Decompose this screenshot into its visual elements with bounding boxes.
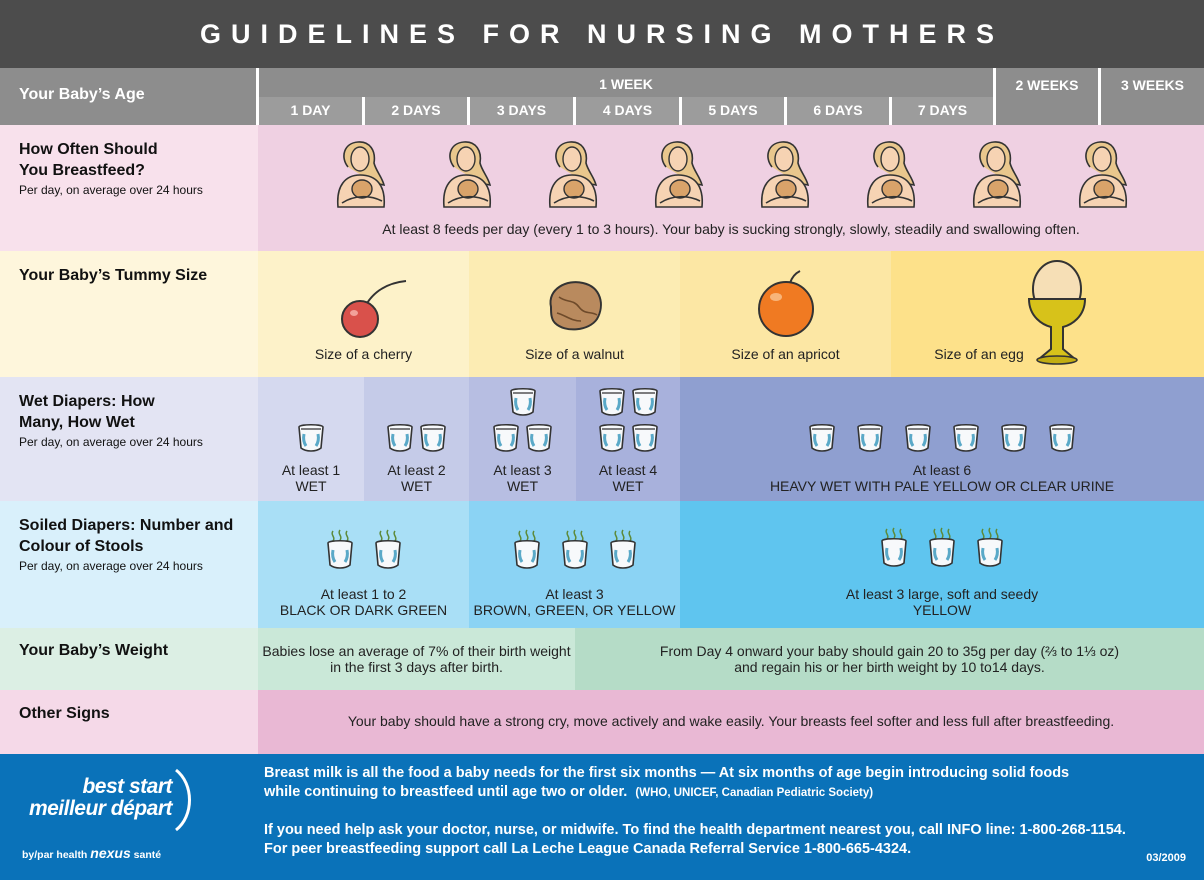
wet-diaper-icon [999, 421, 1029, 453]
week1-label: 1 WEEK [259, 68, 993, 97]
wet-day3-cell [469, 377, 576, 501]
wet-caption-line2: WET [612, 478, 644, 494]
breastfeeding-mother-icon [542, 137, 602, 209]
soiled-caption-line1: At least 3 large, soft and seedy [845, 586, 1039, 602]
cherry-icon [336, 279, 408, 341]
wet-diaper-icons [364, 421, 469, 453]
best-start-logo [22, 776, 172, 820]
soiled-title: Soiled Diapers: Number and Colour of Stools [19, 517, 234, 555]
day-header: 7 DAYS [892, 97, 993, 125]
footer-citation: (WHO, UNICEF, Canadian Pediatric Society) [635, 787, 874, 799]
weight-loss-line1: Babies lose an average of 7% of their birth weight [262, 643, 571, 659]
week3-label: 3 WEEKS [1101, 68, 1204, 125]
wet-title: Wet Diapers: How Many, How Wet [19, 393, 155, 431]
tummy-cherry-cell [258, 251, 469, 377]
wet-caption-line1: At least 1 [281, 462, 341, 478]
wet-diaper-icon [524, 421, 554, 453]
weight-loss-line2: in the first 3 days after birth. [330, 659, 503, 675]
weight-loss-cell [258, 628, 575, 690]
day-header: 5 DAYS [682, 97, 784, 125]
soiled-label-cell [0, 501, 258, 628]
other-text: Your baby should have a strong cry, move actively and wake easily. Your breasts feel softer and less full after breastfeeding. [347, 713, 1115, 729]
byline-prefix: by/par health [22, 849, 88, 861]
feed-text: At least 8 feeds per day (every 1 to 3 hours). Your baby is sucking strongly, slowly, steadily and swallowing often. [382, 221, 1080, 237]
footer-p2-line1: If you need help ask your doctor, nurse, or midwife. To find the health department nearest you, call INFO line: 1-800-268-1154. [264, 822, 1126, 838]
wet-caption-line2: WET [506, 478, 539, 494]
soiled-diaper-icon [927, 527, 957, 569]
soiled-caption-line2: BROWN, GREEN, OR YELLOW [473, 602, 676, 618]
wet-diaper-icon [951, 421, 981, 453]
wet-diaper-icons [680, 421, 1204, 453]
breastfeeding-mother-icon [754, 137, 814, 209]
weight-gain-line2: and regain his or her birth weight by 10 to14 days. [734, 659, 1045, 675]
wet-caption-line1: At least 4 [598, 462, 658, 478]
wet-diaper-icon [491, 421, 521, 453]
soiled-diaper-icons [680, 527, 1204, 569]
wet-day1-cell [258, 377, 364, 501]
wet-day2-cell [364, 377, 469, 501]
apricot-icon [756, 269, 818, 339]
tummy-caption: Size of a cherry [314, 346, 413, 362]
wet-caption-line2: WET [295, 478, 327, 494]
day-header: 3 DAYS [470, 97, 573, 125]
soiled-later-cell [680, 501, 1204, 628]
age-label: Your Baby’s Age [19, 86, 145, 103]
weight-gain-line1: From Day 4 onward your baby should gain 20 to 35g per day (⅔ to 1⅓ oz) [659, 643, 1120, 659]
breastfeeding-mother-icon [1072, 137, 1132, 209]
wet-diaper-icons [469, 421, 576, 453]
other-cell [258, 690, 1204, 754]
wet-diaper-icons [258, 421, 364, 453]
date-stamp: 03/2009 [1146, 852, 1186, 864]
wet-diaper-icons [469, 385, 576, 417]
feed-subtitle: Per day, on average over 24 hours [19, 183, 203, 197]
wet-diaper-icon [630, 421, 660, 453]
wet-caption-line1: At least 3 [493, 462, 552, 478]
soiled-subtitle: Per day, on average over 24 hours [19, 559, 203, 573]
weight-label-cell [0, 628, 258, 690]
soiled-diaper-icon [512, 529, 542, 571]
wet-diaper-icon [508, 385, 538, 417]
tummy-caption: Size of an apricot [731, 346, 840, 362]
breastfeeding-mother-icon [436, 137, 496, 209]
byline-suffix: santé [133, 849, 162, 861]
wet-diaper-icon [418, 421, 448, 453]
soiled-caption-line2: YELLOW [912, 602, 972, 618]
day-header: 6 DAYS [787, 97, 889, 125]
feed-title: How Often Should You Breastfeed? [19, 141, 158, 179]
nexus-logo-text: nexus [90, 845, 131, 861]
logo-line1: best start [82, 775, 172, 798]
wet-diaper-icons [576, 385, 680, 417]
wet-diaper-icon [807, 421, 837, 453]
wet-diaper-icon [597, 421, 627, 453]
footer [0, 754, 1204, 880]
wet-diaper-icon [1047, 421, 1077, 453]
tummy-label-cell [0, 251, 258, 377]
footer-p1-line1: Breast milk is all the food a baby needs for the first six months — At six months of age begin introducing solid foods [264, 765, 1070, 781]
soiled-caption-line1: At least 1 to 2 [320, 586, 407, 602]
wet-caption-line1: At least 2 [387, 462, 446, 478]
soiled-days34-cell [469, 501, 680, 628]
soiled-diaper-icons [258, 529, 469, 571]
walnut-icon [543, 277, 607, 335]
other-title: Other Signs [19, 705, 110, 722]
tummy-caption: Size of an egg [934, 346, 1024, 362]
soiled-diaper-icon [879, 527, 909, 569]
soiled-diaper-icon [325, 529, 355, 571]
soiled-diaper-icons [469, 529, 680, 571]
logo-bracket-icon [172, 768, 196, 832]
tummy-caption: Size of a walnut [525, 346, 624, 362]
footer-paragraph-1 [264, 764, 1194, 803]
other-label-cell [0, 690, 258, 754]
soiled-caption-line1: At least 3 [545, 586, 604, 602]
weight-title: Your Baby’s Weight [19, 642, 169, 659]
wet-later-cell [680, 377, 1204, 501]
age-header-cell [0, 68, 256, 125]
feed-cell [258, 125, 1204, 251]
soiled-diaper-icon [608, 529, 638, 571]
tummy-title: Your Baby’s Tummy Size [19, 267, 208, 284]
soiled-diaper-icon [560, 529, 590, 571]
day-header: 2 DAYS [365, 97, 467, 125]
footer-paragraph-2 [264, 821, 1199, 859]
page-title: GUIDELINES FOR NURSING MOTHERS [0, 0, 1204, 68]
wet-caption-line2: WET [400, 478, 433, 494]
tummy-walnut-cell [469, 251, 680, 377]
tummy-egg-cell [891, 251, 1204, 377]
day-header: 4 DAYS [576, 97, 679, 125]
wet-diaper-icon [385, 421, 415, 453]
soiled-caption-line2: BLACK OR DARK GREEN [279, 602, 448, 618]
day-header: 1 DAY [259, 97, 362, 125]
wet-diaper-icons [576, 421, 680, 453]
breastfeeding-mother-icon [330, 137, 390, 209]
week2-label: 2 WEEKS [996, 68, 1098, 125]
wet-diaper-icon [597, 385, 627, 417]
tummy-apricot-cell [680, 251, 891, 377]
wet-diaper-icon [855, 421, 885, 453]
breastfeeding-mother-icon [648, 137, 708, 209]
wet-caption-line2: HEAVY WET WITH PALE YELLOW OR CLEAR URINE [769, 478, 1115, 494]
footer-p1-line2: while continuing to breastfeed until age two or older. [264, 784, 628, 800]
wet-diaper-icon [296, 421, 326, 453]
logo-line2: meilleur départ [28, 797, 172, 820]
breastfeeding-mother-icon [860, 137, 920, 209]
footer-p2-line2: For peer breastfeeding support call La Leche League Canada Referral Service 1-800-665-4324. [264, 841, 912, 857]
feed-icons [258, 137, 1204, 209]
wet-diaper-icon [903, 421, 933, 453]
byline [22, 845, 161, 861]
wet-caption-line1: At least 6 [912, 462, 972, 478]
soiled-days12-cell [258, 501, 469, 628]
weight-gain-cell [575, 628, 1204, 690]
wet-diaper-icon [630, 385, 660, 417]
wet-day4-cell [576, 377, 680, 501]
wet-label-cell [0, 377, 258, 501]
soiled-diaper-icon [975, 527, 1005, 569]
breastfeeding-mother-icon [966, 137, 1026, 209]
feed-label-cell [0, 125, 258, 251]
soiled-diaper-icon [373, 529, 403, 571]
wet-subtitle: Per day, on average over 24 hours [19, 435, 203, 449]
